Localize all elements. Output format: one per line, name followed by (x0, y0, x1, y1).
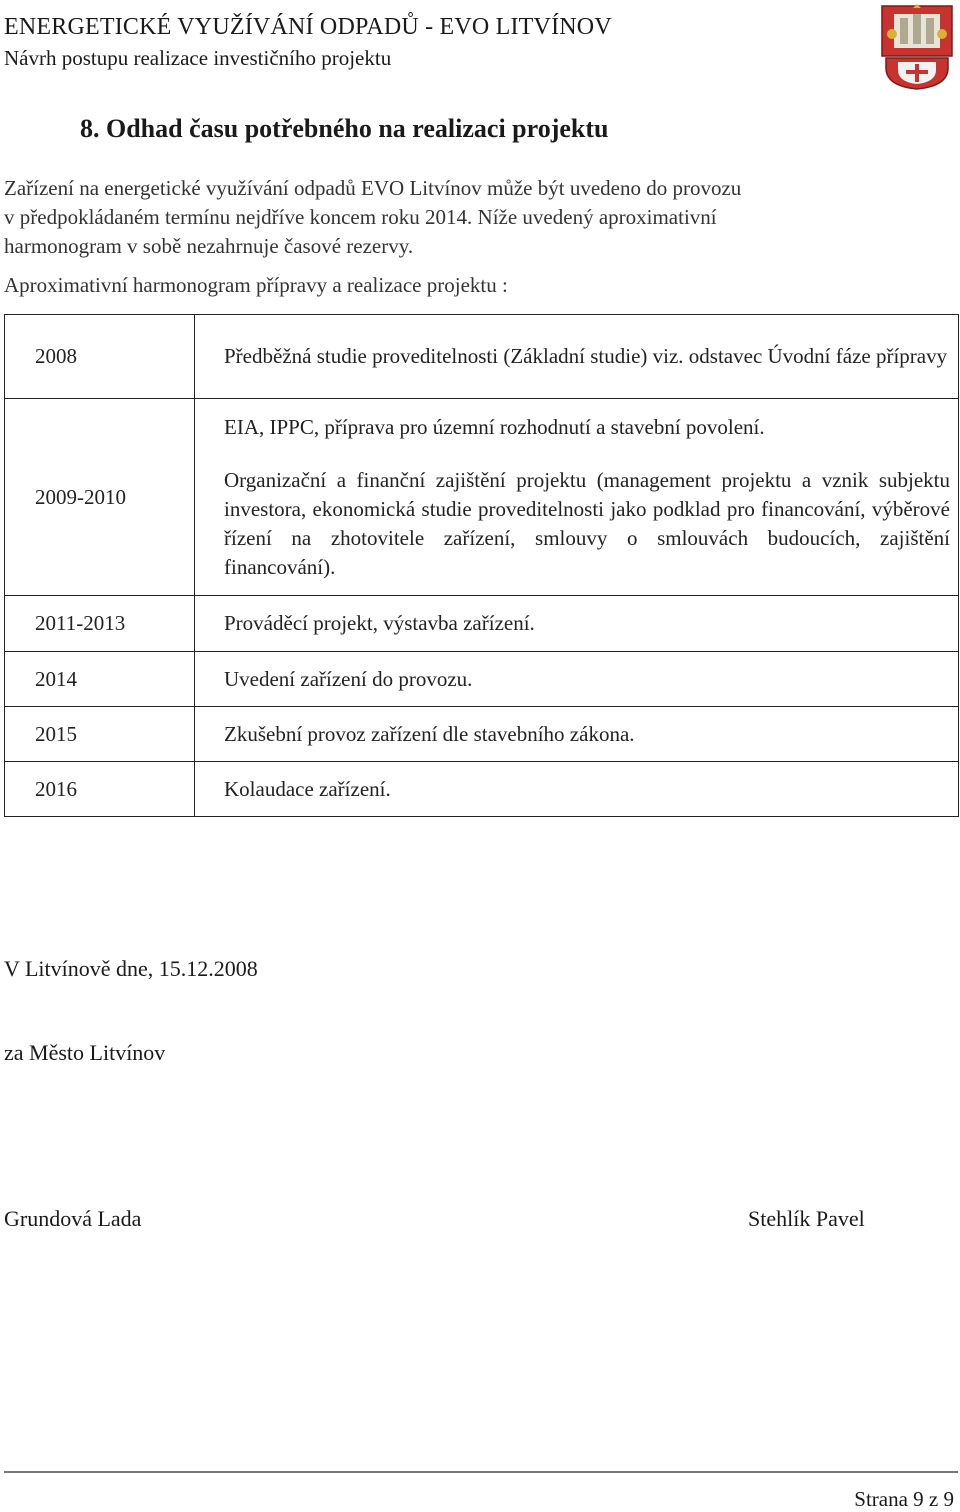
task-text: Uvedení zařízení do provozu. (224, 666, 473, 691)
task-cell (195, 762, 959, 817)
section-title: 8. Odhad času potřebného na realizaci projektu (80, 114, 609, 143)
task-cell (195, 596, 959, 652)
task-cell (195, 315, 959, 399)
task-text: Organizační a finanční zajištění projektu (management projektu a vznik subjektu investora, ekonomická studie proveditelnosti jako podklad pro financování, výběrové řízení na zhotovitele zařízení, smlouvy o smlouvách budoucích, zajištění financování). (224, 467, 950, 579)
task-text: Kolaudace zařízení. (224, 776, 391, 801)
task-text: Prováděcí projekt, výstavba zařízení. (224, 611, 535, 635)
footer-divider (4, 1471, 958, 1473)
table-row (5, 399, 959, 596)
task-cell (195, 707, 959, 762)
schedule-intro: Aproximativní harmonogram přípravy a realizace projektu : (4, 273, 508, 297)
year-cell: 2008 (5, 315, 195, 399)
signatory-right: Stehlík Pavel (748, 1206, 865, 1231)
table-row (5, 652, 959, 707)
table-row (5, 762, 959, 817)
header-subtitle: Návrh postupu realizace investičního projektu (4, 46, 392, 70)
signatory-left: Grundová Lada (4, 1206, 142, 1231)
task-text: Předběžná studie proveditelnosti (Základní studie) viz. odstavec Úvodní fáze přípravy (224, 344, 948, 368)
year-cell: 2009-2010 (5, 399, 195, 596)
year-cell: 2016 (5, 762, 195, 817)
city-coat-of-arms-icon (880, 4, 954, 90)
header-title: ENERGETICKÉ VYUŽÍVÁNÍ ODPADŮ - EVO LITVÍNOV (4, 14, 612, 40)
section-paragraph (4, 174, 956, 261)
task-cell (195, 652, 959, 707)
task-text: EIA, IPPC, příprava pro územní rozhodnutí a stavební povolení. (224, 414, 765, 439)
schedule-table (4, 314, 959, 817)
year-cell: 2014 (5, 652, 195, 707)
table-row (5, 596, 959, 652)
paragraph-line: v předpokládaném termínu nejdříve koncem roku 2014. Níže uvedený aproximativní (4, 205, 717, 229)
table-row (5, 707, 959, 762)
on-behalf-line: za Město Litvínov (4, 1040, 166, 1065)
task-text: Zkušební provoz zařízení dle stavebního zákona. (224, 721, 635, 746)
place-date: V Litvínově dne, 15.12.2008 (4, 956, 258, 981)
year-cell: 2011-2013 (5, 596, 195, 652)
year-cell: 2015 (5, 707, 195, 762)
paragraph-line: harmonogram v sobě nezahrnuje časové rezervy. (4, 234, 414, 258)
paragraph-line: Zařízení na energetické využívání odpadů EVO Litvínov může být uvedeno do provozu (4, 176, 742, 200)
page-number: Strana 9 z 9 (854, 1487, 954, 1511)
task-cell (195, 399, 959, 596)
table-row (5, 315, 959, 399)
